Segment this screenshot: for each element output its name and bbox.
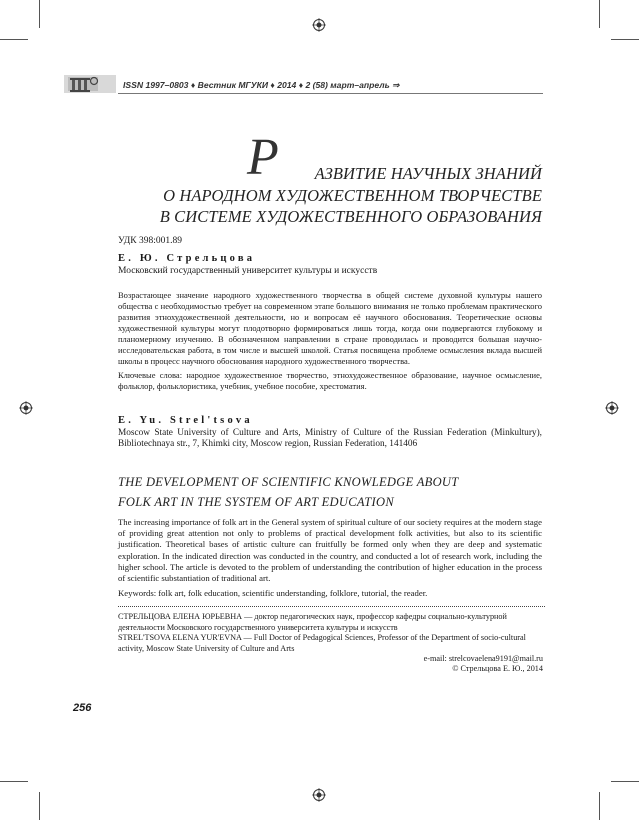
abstract-ru: Возрастающее значение народного художественного творчества в общей системе духовной культуры нашего общества с необходимостью требует на современном этапе большого внимания не только проблемам практического развития этнохудожественной деятельности, но и вопросам её научного обоснования. Теоретические основы художественной культуры могут плодотворно формироваться лишь тогда, когда они подвергаются глубокому и планомерному изучению. В обозначенном направлении в стране проводилась и проводится большая научно-исследовательская работа, в том числе и высшей школой. Статья посвящена проблеме осмысления вклада высшей школы в процесс научного обоснования народного художественного творчества. xyxy=(118,290,542,366)
registration-mark-icon xyxy=(312,788,326,802)
journal-header: ISSN 1997–0803 ♦ Вестник МГУКИ ♦ 2014 ♦ 2 (58) март–апрель ⇒ xyxy=(123,80,400,90)
copyright: © Стрельцова Е. Ю., 2014 xyxy=(452,664,543,673)
article-title-line-2: О НАРОДНОМ ХУДОЖЕСТВЕННОМ ТВОРЧЕСТВЕ xyxy=(163,186,542,205)
author-affiliation-ru: Московский государственный университет культуры и искусств xyxy=(118,266,378,276)
registration-mark-icon xyxy=(312,18,326,32)
author-affiliation-en: Moscow State University of Culture and Arts, Ministry of Culture of the Russian Federation (Minkultury), Bibliotechnaya str., 7, Khimki city, Moscow region, Russian Federation, 141406 xyxy=(118,428,542,450)
udk-code: УДК 398:001.89 xyxy=(118,236,182,246)
keywords-en: Keywords: folk art, folk education, scientific understanding, folklore, tutorial, the reader. xyxy=(118,588,428,598)
author-email: e-mail: strelcovaelena9191@mail.ru xyxy=(423,654,543,663)
author-name-ru: Е. Ю. Стрельцова xyxy=(118,253,256,264)
page-number: 256 xyxy=(73,702,92,714)
article-title-en-line-1: THE DEVELOPMENT OF SCIENTIFIC KNOWLEDGE ABOUT xyxy=(118,475,459,489)
article-title-line-3: В СИСТЕМЕ ХУДОЖЕСТВЕННОГО ОБРАЗОВАНИЯ xyxy=(159,207,542,226)
title-initial: Р xyxy=(247,129,279,186)
journal-logo-icon xyxy=(64,71,116,97)
article-title-en-line-2: FOLK ART IN THE SYSTEM OF ART EDUCATION xyxy=(118,495,394,509)
article-title-line-1: АЗВИТИЕ НАУЧНЫХ ЗНАНИЙ xyxy=(314,164,542,183)
registration-mark-icon xyxy=(19,401,33,415)
footnote-en: STREL'TSOVA ELENA YUR'EVNA — Full Doctor of Pedagogical Sciences, Professor of the Department of socio-cultural activity, Moscow State University of Culture and Arts xyxy=(118,633,526,653)
footnote-ru: СТРЕЛЬЦОВА ЕЛЕНА ЮРЬЕВНА — доктор педагогических наук, профессор кафедры социально-культурной деятельности Московского государственного университета культуры и искусств xyxy=(118,612,507,632)
keywords-ru: Ключевые слова: народное художественное творчество, этнохудожественное образование, научное осмысление, фольклор, фольклористика, учебник, учебное пособие, хрестоматия. xyxy=(118,370,542,391)
header-rule xyxy=(118,93,543,94)
footnote-divider xyxy=(118,606,545,607)
registration-mark-icon xyxy=(605,401,619,415)
author-name-en: E. Yu. Strel'tsova xyxy=(118,415,253,426)
abstract-en: The increasing importance of folk art in the General system of spiritual culture of our society requires at the modern stage of providing great attention not only to problems of practical development folk activities, but also to its scientific justification. Theoretical bases of artistic culture can fruitfully be formed only when they are deep and systematic exploration. In the indicated direction was conducted in the country, and conducted a lot of research work, including the higher school. The article is devoted to the problem of understanding the contribution of higher education in the process of scientific substantiation of traditional art. xyxy=(118,517,542,584)
